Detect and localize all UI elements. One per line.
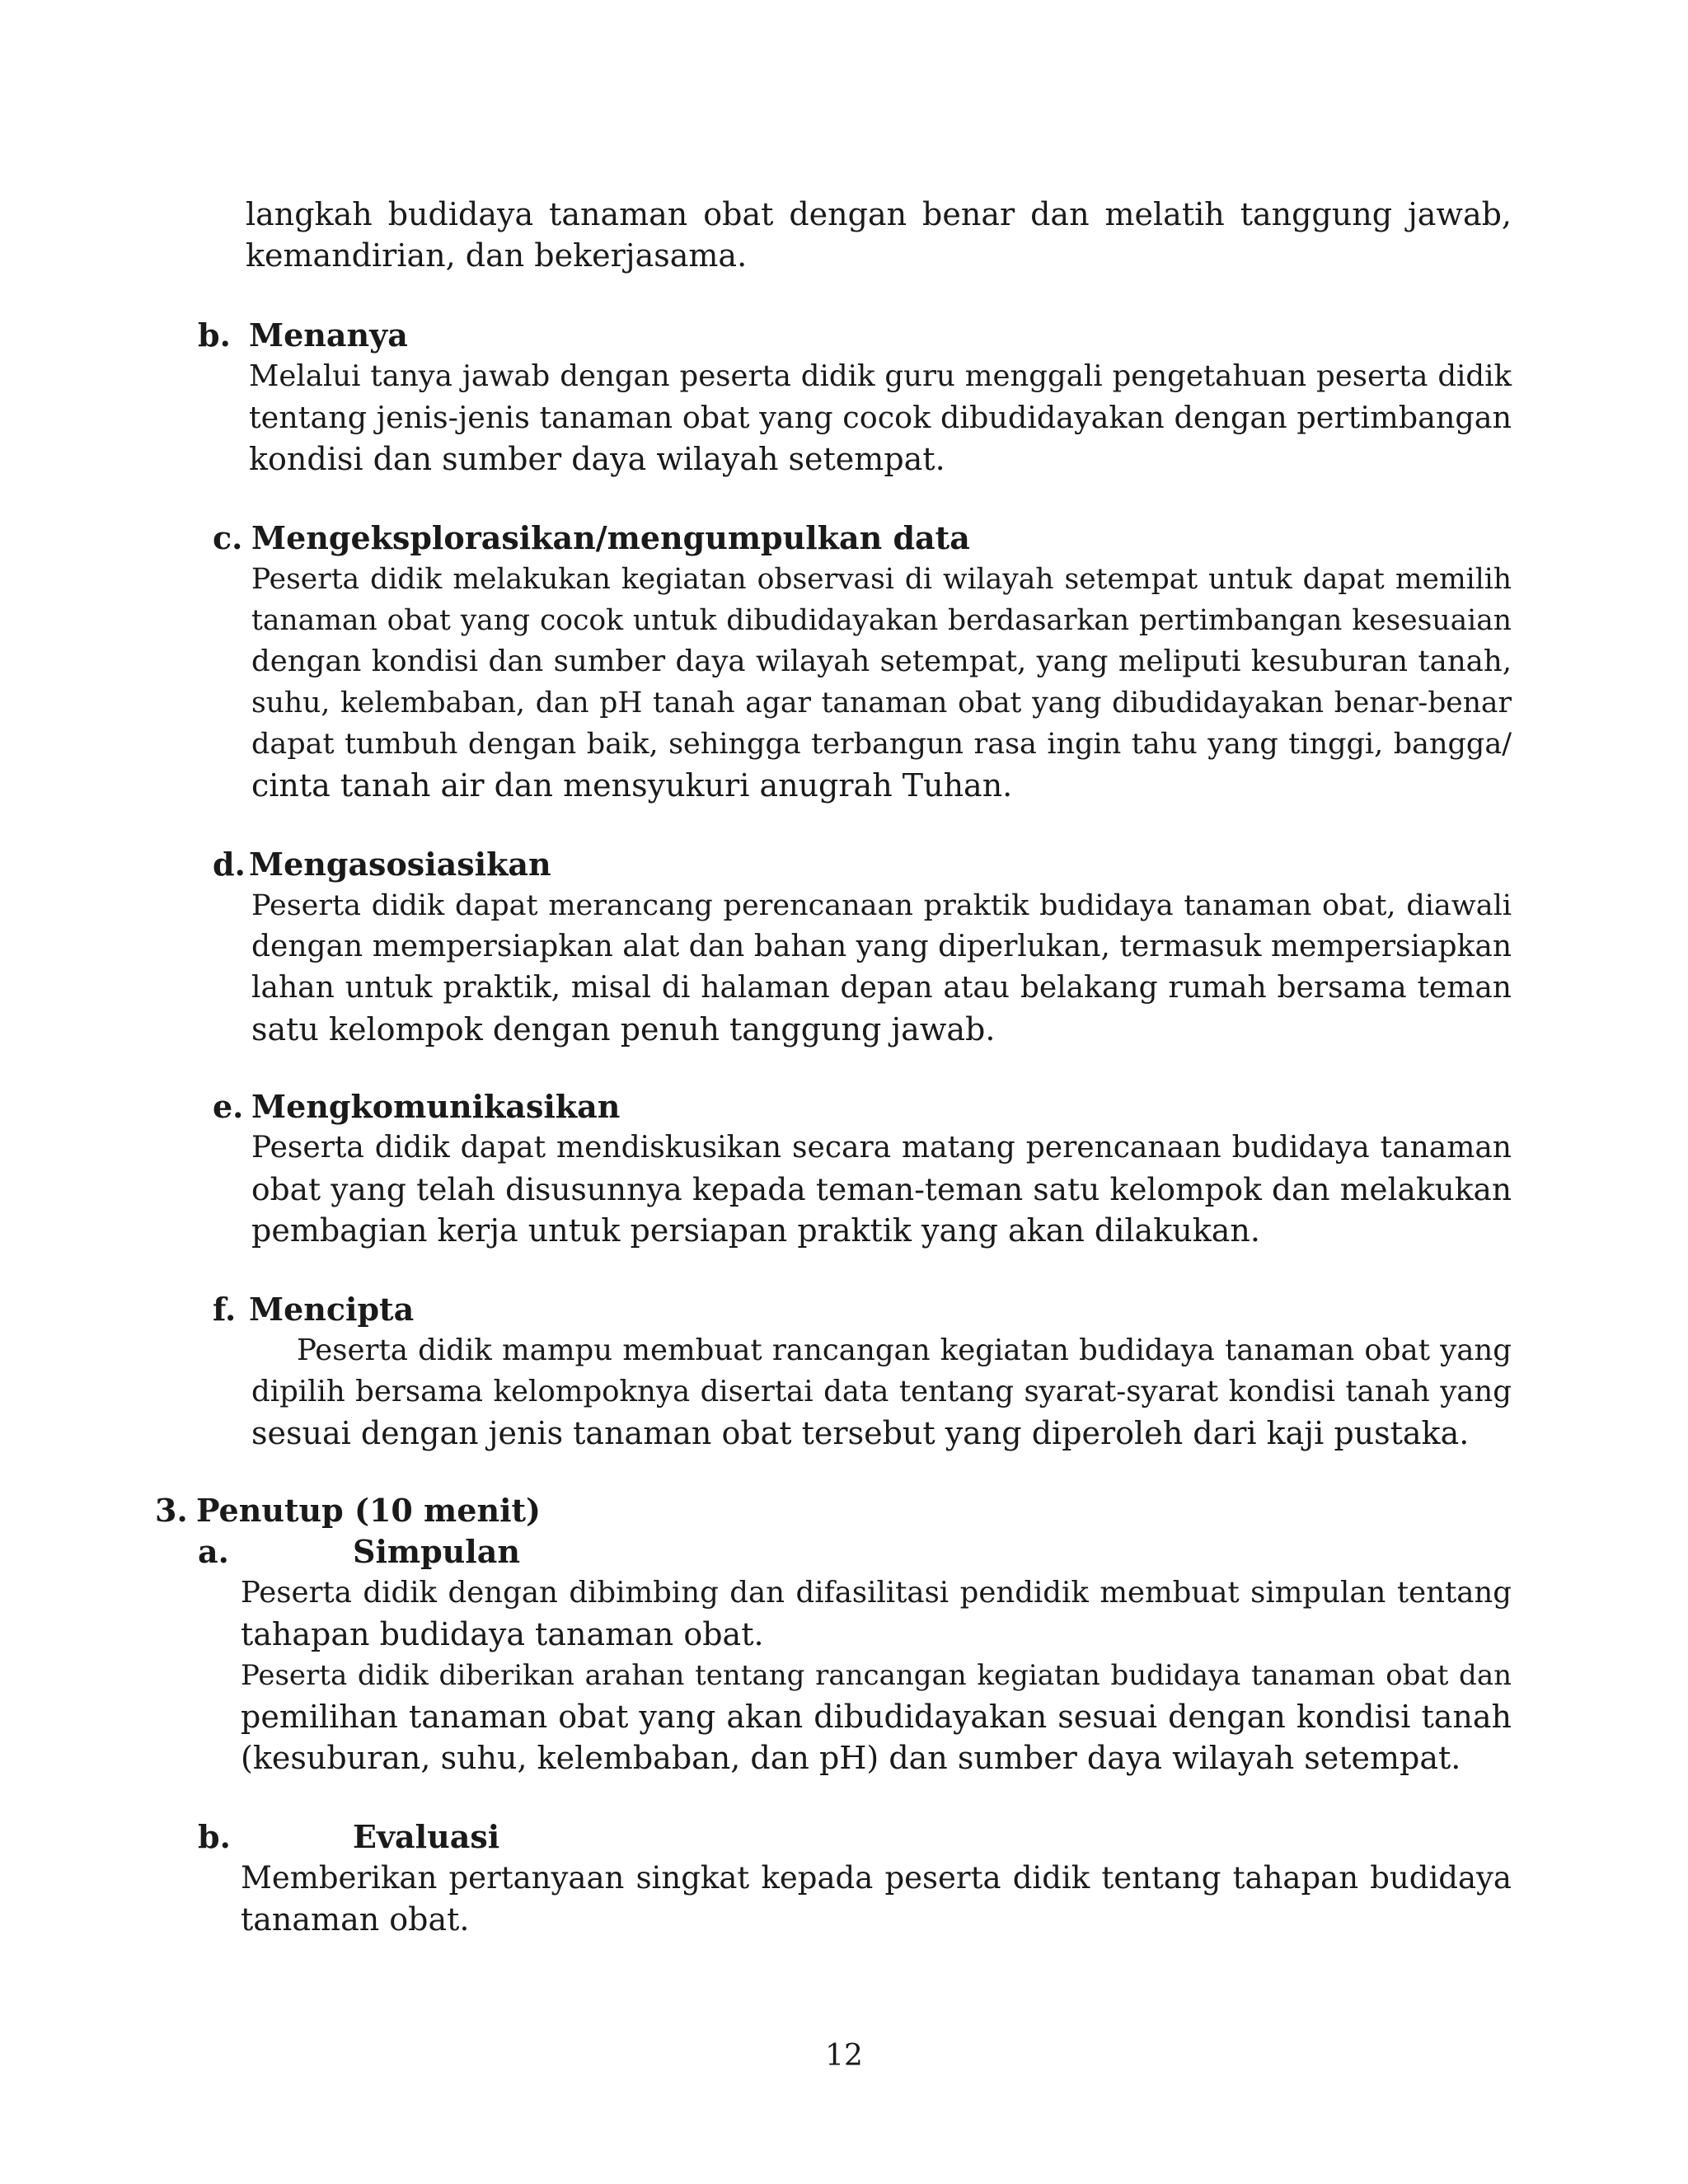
section-c-marker: c. (213, 519, 243, 556)
section-f-marker: f. (213, 1291, 237, 1328)
section-f-heading: Mencipta (249, 1291, 415, 1328)
section-e-marker: e. (213, 1088, 244, 1125)
intro-line: langkah budidaya tanaman obat dengan benar dan melatih tanggung jawab, (246, 196, 1512, 232)
section-f-line: dipilih bersama kelompoknya disertai data tentang syarat-syarat kondisi tanah yang (251, 1375, 1512, 1408)
section-d-line: lahan untuk praktik, misal di halaman depan atau belakang rumah bersama teman (251, 971, 1512, 1005)
evaluasi-heading: Evaluasi (353, 1818, 500, 1855)
section-c-heading: Mengeksplorasikan/mengumpulkan data (251, 519, 970, 556)
page-number: 12 (825, 2039, 863, 2073)
section-d-line: dengan mempersiapkan alat dan bahan yang diperlukan, termasuk mempersiapkan (251, 930, 1512, 963)
section-d-line: satu kelompok dengan penuh tanggung jawab. (251, 1011, 996, 1047)
simpulan-line: Peserta didik dengan dibimbing dan difasilitasi pendidik membuat simpulan tentang (241, 1576, 1512, 1610)
simpulan-heading: Simpulan (353, 1533, 520, 1570)
section-e-line: Peserta didik dapat mendiskusikan secara matang perencanaan budidaya tanaman (251, 1131, 1512, 1165)
section-b-line: Melalui tanya jawab dengan peserta didik guru menggali pengetahuan peserta didik (249, 359, 1512, 393)
simpulan-line: (kesuburan, suhu, kelembaban, dan pH) dan sumber daya wilayah setempat. (241, 1740, 1461, 1776)
section-c-line: Peserta didik melakukan kegiatan observasi di wilayah setempat untuk dapat memilih (251, 563, 1512, 596)
section-f-line: Peserta didik mampu membuat rancangan kegiatan budidaya tanaman obat yang (297, 1333, 1512, 1367)
section-c-line: cinta tanah air dan mensyukuri anugrah Tuhan. (251, 767, 1013, 804)
section-b-line: kondisi dan sumber daya wilayah setempat. (249, 441, 945, 477)
section-f-line: sesuai dengan jenis tanaman obat tersebut yang diperoleh dari kaji pustaka. (251, 1415, 1470, 1451)
section-e-line: pembagian kerja untuk persiapan praktik yang akan dilakukan. (251, 1212, 1260, 1249)
simpulan-line: Peserta didik diberikan arahan tentang rancangan kegiatan budidaya tanaman obat dan (241, 1659, 1512, 1692)
evaluasi-marker: b. (198, 1818, 231, 1855)
section-d-line: Peserta didik dapat merancang perencanaan praktik budidaya tanaman obat, diawali (251, 889, 1512, 922)
simpulan-line: tahapan budidaya tanaman obat. (241, 1616, 764, 1652)
section-b-line: tentang jenis-jenis tanaman obat yang cocok dibudidayakan dengan pertimbangan (249, 400, 1512, 435)
penutup-marker: 3. (155, 1492, 188, 1529)
penutup-heading: Penutup (10 menit) (196, 1492, 542, 1529)
section-c-line: tanaman obat yang cocok untuk dibudidayakan berdasarkan pertimbangan kesesuaian (251, 604, 1512, 637)
section-c-line: dengan kondisi dan sumber daya wilayah setempat, yang meliputi kesuburan tanah, (251, 644, 1512, 678)
evaluasi-line: Memberikan pertanyaan singkat kepada peserta didik tentang tahapan budidaya (241, 1860, 1512, 1896)
simpulan-marker: a. (198, 1533, 229, 1570)
simpulan-line: pemilihan tanaman obat yang akan dibudidayakan sesuai dengan kondisi tanah (241, 1699, 1512, 1735)
section-b-heading: Menanya (249, 316, 408, 354)
section-c-line: dapat tumbuh dengan baik, sehingga terbangun rasa ingin tahu yang tinggi, bangga/ (251, 728, 1512, 761)
intro-line: kemandirian, dan bekerjasama. (246, 237, 748, 274)
section-d-heading: Mengasosiasikan (249, 846, 551, 883)
section-e-heading: Mengkomunikasikan (251, 1088, 621, 1125)
section-e-line: obat yang telah disusunnya kepada teman-teman satu kelompok dan melakukan (251, 1171, 1512, 1207)
section-b-marker: b. (198, 316, 231, 354)
evaluasi-line: tanaman obat. (241, 1901, 470, 1938)
section-c-line: suhu, kelembaban, dan pH tanah agar tanaman obat yang dibudidayakan benar-benar (251, 687, 1512, 719)
section-d-marker: d. (213, 846, 246, 883)
